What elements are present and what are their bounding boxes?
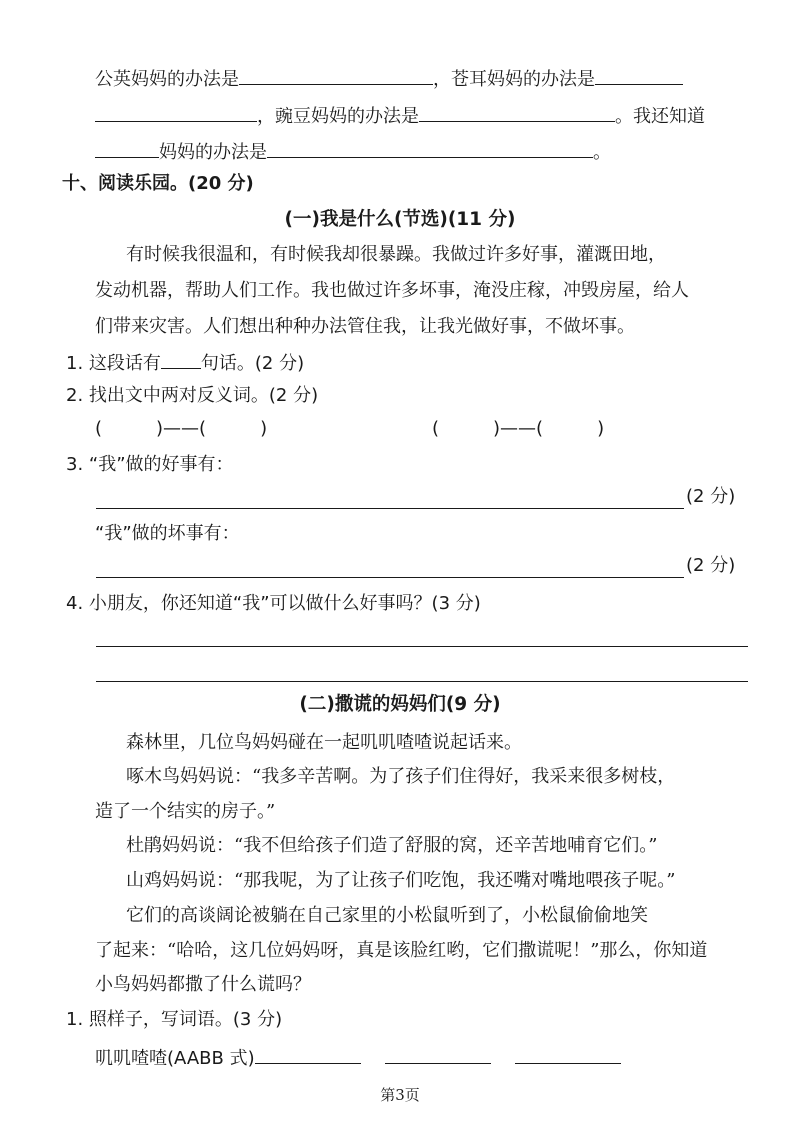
prev-text: ，豌豆妈妈的办法是: [257, 106, 419, 127]
part2-passage-line: 啄木鸟妈妈说：“我多辛苦啊。为了孩子们住得好，我采来很多树枝，: [126, 766, 676, 787]
score-label: (2 分): [686, 486, 736, 507]
part1-title: (一)我是什么(节选)(11 分): [284, 209, 516, 230]
part2-passage-line: 森林里，几位鸟妈妈碰在一起叽叽喳喳说起话来。: [126, 732, 522, 753]
answer-blank[interactable]: [95, 101, 257, 122]
prev-line-2: [95, 101, 705, 130]
prev-text: ，苍耳妈妈的办法是: [433, 69, 595, 90]
section-heading: 十、阅读乐园。(20 分): [62, 173, 254, 194]
answer-line[interactable]: [96, 681, 748, 682]
part2-passage-line: 它们的高谈阔论被躺在自己家里的小松鼠听到了，小松鼠偷偷地笑: [126, 905, 648, 926]
answer-line[interactable]: [96, 508, 684, 509]
answer-blank[interactable]: [239, 64, 433, 85]
antonym-pair-2[interactable]: ( )——( ): [432, 418, 605, 439]
part1-passage-line: 发动机器，帮助人们工作。我也做过许多坏事，淹没庄稼，冲毁房屋，给人: [95, 280, 689, 301]
question-1: [66, 348, 304, 377]
part2-passage-line: 杜鹃妈妈说：“我不但给孩子们造了舒服的窝，还辛苦地哺育它们。”: [126, 835, 658, 856]
answer-blank[interactable]: [419, 101, 615, 122]
answer-blank[interactable]: [385, 1043, 491, 1064]
answer-line[interactable]: [96, 646, 748, 647]
part2-passage-line: 了起来：“哈哈，这几位妈妈呀，真是该脸红哟，它们撒谎呢！”那么，你知道: [95, 940, 708, 961]
prev-line-1: [95, 64, 683, 93]
part2-passage-line: 山鸡妈妈说：“那我呢，为了让孩子们吃饱，我还嘴对嘴地喂孩子呢。”: [126, 870, 676, 891]
answer-blank[interactable]: [255, 1043, 361, 1064]
part2-passage-line: 小鸟妈妈都撒了什么谎吗？: [95, 974, 311, 995]
answer-blank[interactable]: [95, 137, 159, 158]
part1-passage-line: 们带来灾害。人们想出种种办法管住我，让我光做好事，不做坏事。: [95, 316, 635, 337]
question-3: 3. “我”做的好事有：: [66, 454, 234, 475]
part1-passage-line: 有时候我很温和，有时候我却很暴躁。我做过许多好事，灌溉田地，: [126, 244, 666, 265]
question-2: 2. 找出文中两对反义词。(2 分): [66, 385, 319, 406]
answer-blank[interactable]: [267, 137, 593, 158]
answer-blank[interactable]: [515, 1043, 621, 1064]
part2-passage-line: 造了一个结实的房子。”: [95, 801, 276, 822]
question-4: 4. 小朋友，你还知道“我”可以做什么好事吗？(3 分): [66, 593, 481, 614]
score-label: (2 分): [686, 555, 736, 576]
antonym-pair-1[interactable]: ( )——( ): [95, 418, 268, 439]
prev-text: 。: [593, 142, 611, 163]
question-3b: “我”做的坏事有：: [95, 523, 240, 544]
answer-blank[interactable]: [161, 348, 201, 369]
prev-text: 公英妈妈的办法是: [95, 69, 239, 90]
question-text: 句话。(2 分): [200, 353, 305, 374]
word-example-line: [95, 1043, 621, 1072]
prev-text: 。我还知道: [615, 106, 705, 127]
answer-blank[interactable]: [595, 64, 683, 85]
example-word: 叽叽喳喳(AABB 式): [95, 1048, 255, 1069]
answer-line[interactable]: [96, 577, 684, 578]
part2-question-1: 1. 照样子，写词语。(3 分): [66, 1009, 283, 1030]
page-number: 第3页: [380, 1086, 420, 1104]
prev-text: 妈妈的办法是: [159, 142, 267, 163]
part2-title: (二)撒谎的妈妈们(9 分): [299, 694, 501, 715]
question-text: 1. 这段话有: [66, 353, 161, 374]
prev-line-3: [95, 137, 611, 166]
